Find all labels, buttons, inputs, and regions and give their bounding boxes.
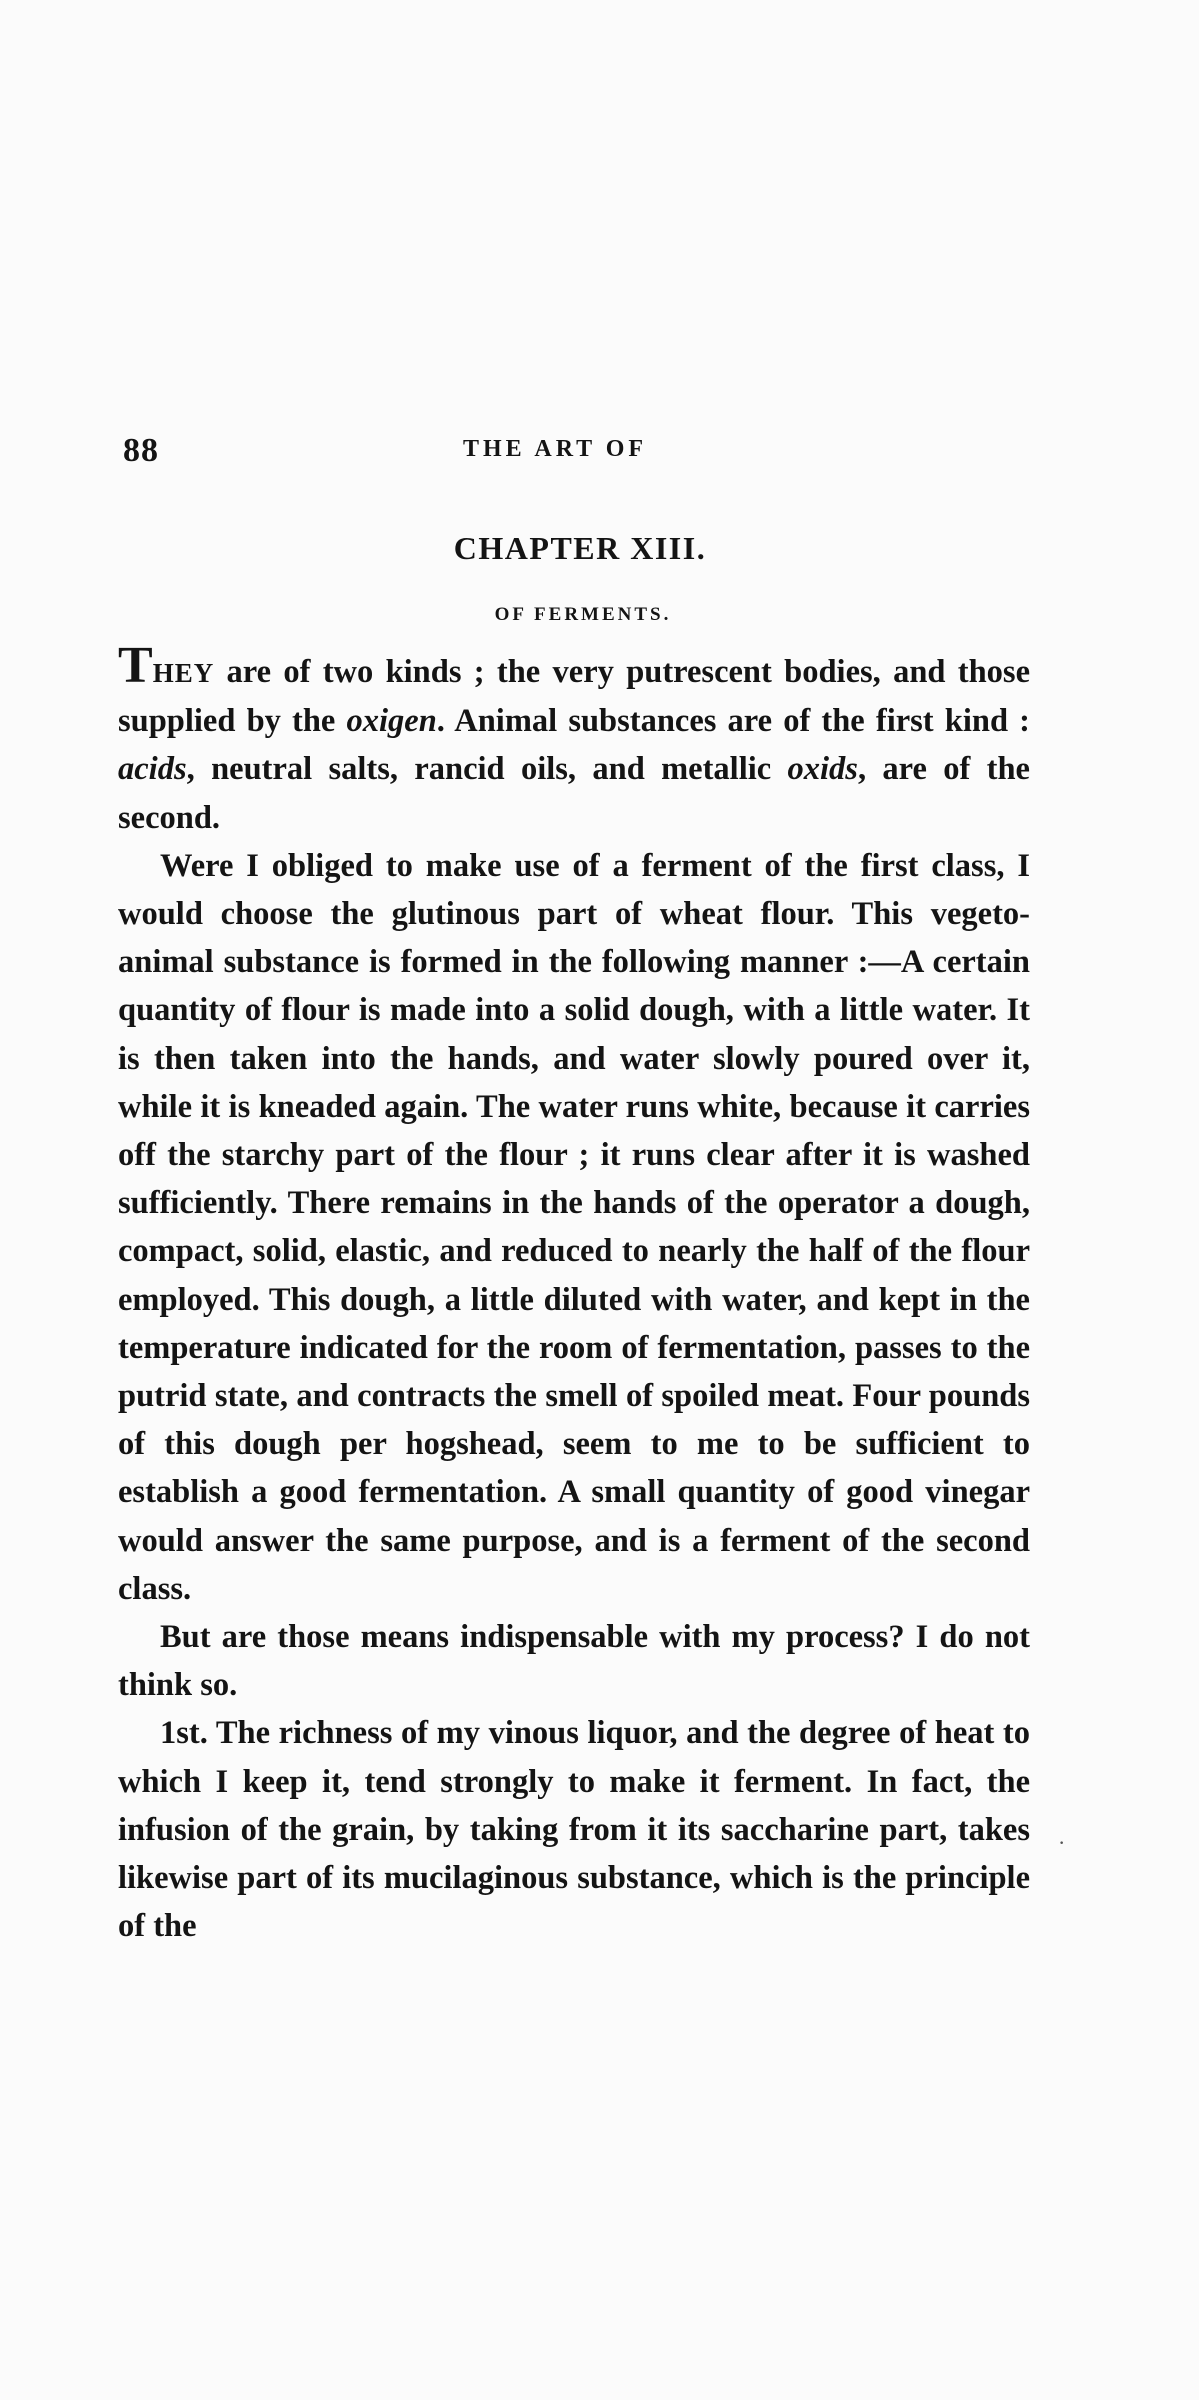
oxids-term: oxids bbox=[787, 751, 858, 788]
paragraph-1 bbox=[118, 637, 1030, 842]
paragraph-3: But are those means indispensable with my process? I do not think so. bbox=[118, 1619, 1030, 1704]
paragraph-1-text-c: , neutral salts, rancid oils, and metallic bbox=[186, 751, 788, 788]
paragraph-1-text-a: are of two kinds ; the very putrescent bodies, and those supplied by the bbox=[118, 654, 1030, 740]
oxigen-term: oxigen bbox=[346, 703, 437, 740]
chapter-title: CHAPTER XIII. bbox=[453, 530, 707, 566]
opening-small-caps: HEY bbox=[152, 658, 215, 688]
paragraph-1-text-b: . Animal substances are of the first kind : bbox=[436, 703, 1030, 740]
running-head bbox=[123, 432, 1028, 472]
chapter-subtitle: OF FERMENTS. bbox=[494, 604, 672, 625]
paragraph-4: 1st. The richness of my vinous liquor, and the degree of heat to which I keep it, tend strongly to make it ferment. In fact, the infusion of the grain, by taking from it its saccharine part, takes likewise part of its mucilaginous substance, which is the principle of the bbox=[118, 1715, 1030, 1945]
page-number: 88 bbox=[123, 432, 159, 469]
body-text bbox=[118, 637, 1030, 1950]
margin-mark: · bbox=[1058, 1830, 1066, 1855]
drop-cap: T bbox=[118, 637, 153, 694]
running-title: THE ART OF bbox=[463, 436, 648, 462]
paragraph-1-text-d: , are of the second. bbox=[118, 751, 1030, 836]
paragraph-2: Were I obliged to make use of a ferment of the first class, I would choose the glutinous part of wheat flour. This vegeto-animal substance is formed in the following manner :—A certain quantity of flour is made into a solid dough, with a little water. It is then taken into the hands, and water slowly poured over it, while it is kneaded again. The water runs white, because it carries off the starchy part of the flour ; it runs clear after it is washed sufficiently. There remains in the hands of the operator a dough, compact, solid, elastic, and reduced to nearly the half of the flour employed. This dough, a little diluted with water, and kept in the temperature indicated for the room of fermentation, passes to the putrid state, and contracts the smell of spoiled meat. Four pounds of this dough per hogshead, seem to me to be sufficient to establish a good fermentation. A small quantity of good vinegar would answer the same purpose, and is a ferment of the second class. bbox=[118, 847, 1030, 1607]
acids-term: acids bbox=[118, 751, 187, 788]
